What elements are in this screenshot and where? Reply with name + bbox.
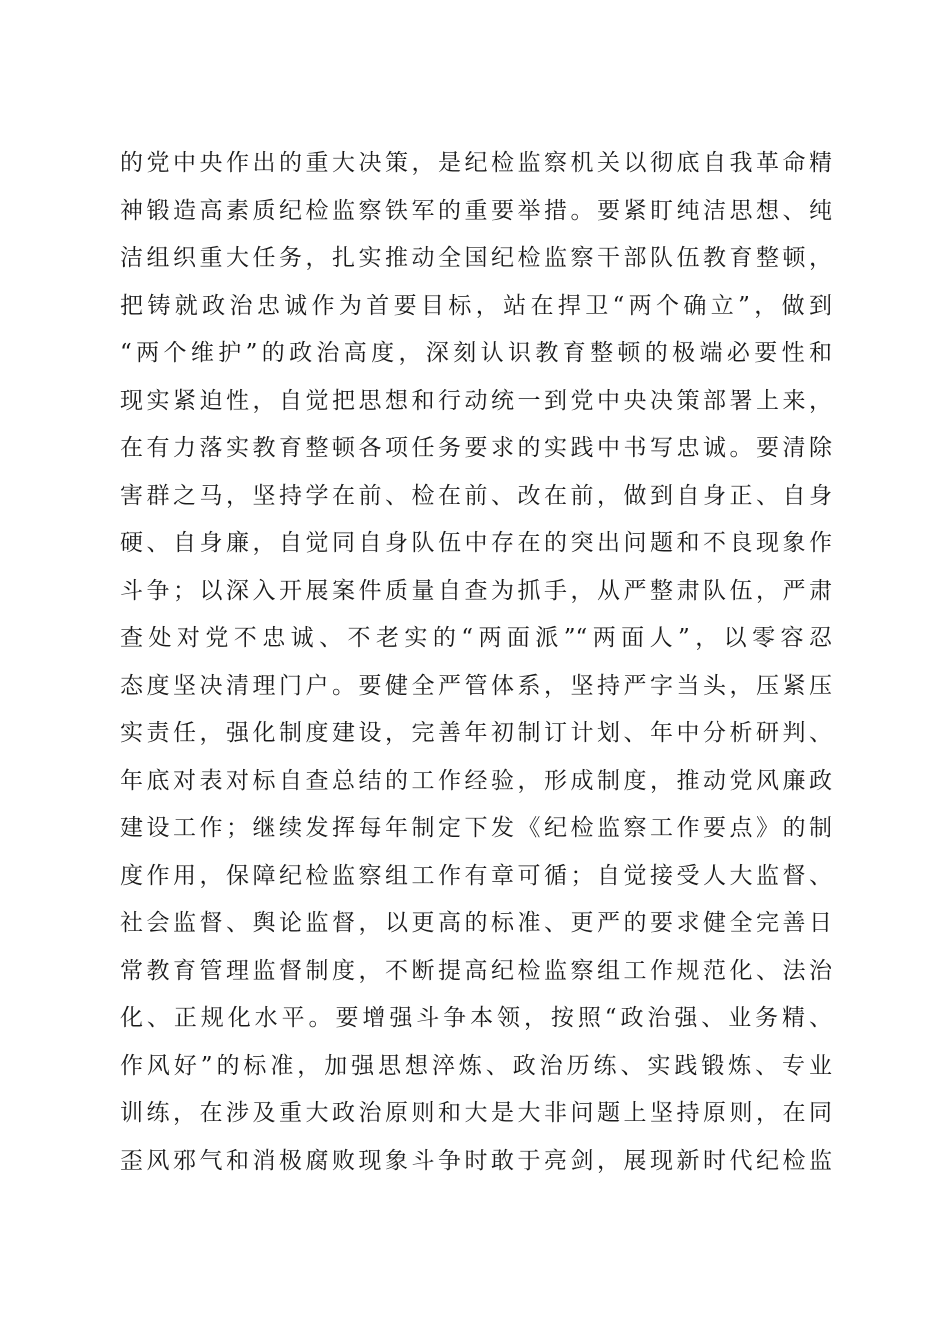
body-paragraph	[120, 140, 832, 1185]
text-line: 把铸就政治忠诚作为首要目标，站在捍卫“两个确立”，做到	[120, 292, 832, 319]
text-line: 常教育管理监督制度，不断提高纪检监察组工作规范化、法治	[120, 957, 832, 984]
text-line: “两个维护”的政治高度，深刻认识教育整顿的极端必要性和	[120, 340, 832, 366]
text-line: 歪风邪气和消极腐败现象斗争时敢于亮剑，展现新时代纪检监	[120, 1147, 832, 1174]
text-line: 度作用，保障纪检监察组工作有章可循；自觉接受人大监督、	[120, 862, 832, 889]
text-line: 实责任，强化制度建设，完善年初制订计划、年中分析研判、	[120, 720, 832, 746]
text-line: 在有力落实教育整顿各项任务要求的实践中书写忠诚。要清除	[120, 435, 832, 461]
text-line: 的党中央作出的重大决策，是纪检监察机关以彻底自我革命精	[120, 150, 832, 176]
text-line: 硬、自身廉，自觉同自身队伍中存在的突出问题和不良现象作	[120, 530, 832, 556]
text-line: 害群之马，坚持学在前、检在前、改在前，做到自身正、自身	[120, 482, 832, 509]
text-line: 洁组织重大任务，扎实推动全国纪检监察干部队伍教育整顿，	[120, 245, 832, 271]
text-line: 斗争；以深入开展案件质量自查为抓手，从严整肃队伍，严肃	[120, 577, 832, 604]
text-line: 训练，在涉及重大政治原则和大是大非问题上坚持原则，在同	[120, 1100, 832, 1126]
text-line: 社会监督、舆论监督，以更高的标准、更严的要求健全完善日	[120, 910, 832, 936]
text-line: 神锻造高素质纪检监察铁军的重要举措。要紧盯纯洁思想、纯	[120, 197, 832, 224]
text-line: 建设工作；继续发挥每年制定下发《纪检监察工作要点》的制	[120, 815, 832, 841]
text-line: 查处对党不忠诚、不老实的“两面派”“两面人”，以零容忍	[120, 625, 832, 651]
text-line: 作风好”的标准，加强思想淬炼、政治历练、实践锻炼、专业	[120, 1052, 832, 1079]
text-line: 态度坚决清理门户。要健全严管体系，坚持严字当头，压紧压	[120, 672, 832, 699]
text-line: 现实紧迫性，自觉把思想和行动统一到党中央决策部署上来，	[120, 387, 832, 414]
text-line: 年底对表对标自查总结的工作经验，形成制度，推动党风廉政	[120, 767, 832, 794]
text-line: 化、正规化水平。要增强斗争本领，按照“政治强、业务精、	[120, 1005, 832, 1031]
